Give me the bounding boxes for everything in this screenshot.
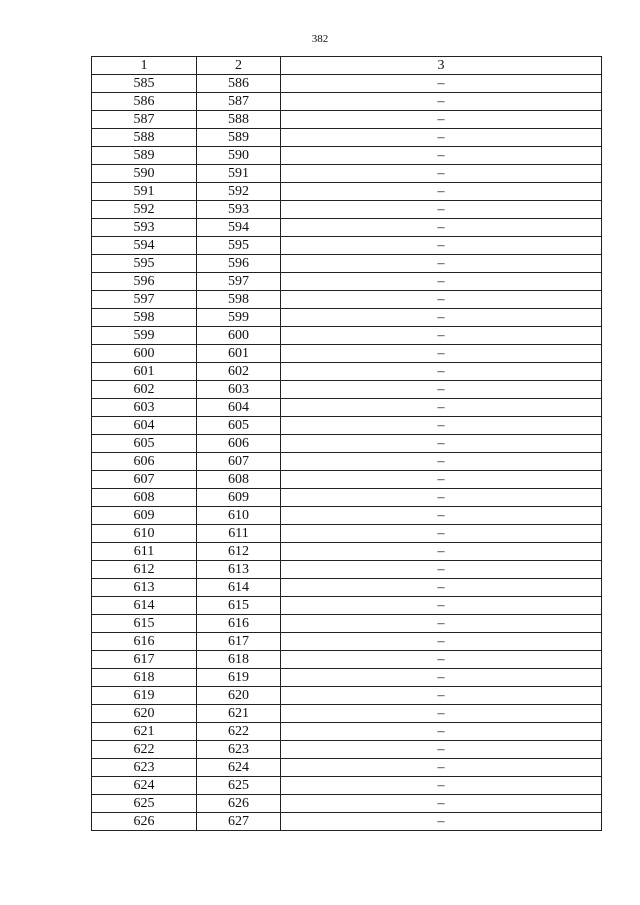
page-number: 382 [311, 33, 329, 45]
table-row [92, 471, 602, 489]
table-row [92, 525, 602, 543]
table-row [92, 399, 602, 417]
table-cell-col-3: – [281, 183, 602, 201]
table-cell-col-1: 603 [92, 399, 197, 417]
table-cell-col-3: – [281, 75, 602, 93]
data-table [91, 56, 602, 831]
table-cell-col-1: 589 [92, 147, 197, 165]
table-cell-col-2: 589 [197, 129, 281, 147]
table-cell-col-3: – [281, 471, 602, 489]
table-cell-col-2: 627 [197, 813, 281, 831]
table-cell-col-2: 591 [197, 165, 281, 183]
table-cell-col-2: 618 [197, 651, 281, 669]
table-cell-col-1: 619 [92, 687, 197, 705]
table-cell-col-3: – [281, 291, 602, 309]
table-row [92, 777, 602, 795]
table-cell-col-3: – [281, 705, 602, 723]
table-cell-col-3: – [281, 381, 602, 399]
table-cell-col-3: – [281, 543, 602, 561]
table-row [92, 273, 602, 291]
table-cell-col-2: 608 [197, 471, 281, 489]
column-header-3: 3 [281, 57, 602, 75]
table-cell-col-1: 621 [92, 723, 197, 741]
table-cell-col-2: 614 [197, 579, 281, 597]
table-cell-col-2: 610 [197, 507, 281, 525]
table-cell-col-1: 625 [92, 795, 197, 813]
table-row [92, 687, 602, 705]
table-row [92, 489, 602, 507]
table-cell-col-2: 607 [197, 453, 281, 471]
table-row [92, 327, 602, 345]
table-cell-col-1: 600 [92, 345, 197, 363]
table-cell-col-3: – [281, 453, 602, 471]
table-cell-col-3: – [281, 525, 602, 543]
table-cell-col-3: – [281, 579, 602, 597]
table-cell-col-1: 616 [92, 633, 197, 651]
table-row [92, 633, 602, 651]
table-cell-col-2: 598 [197, 291, 281, 309]
table-row [92, 165, 602, 183]
table-cell-col-2: 600 [197, 327, 281, 345]
table-cell-col-3: – [281, 687, 602, 705]
table-cell-col-3: – [281, 777, 602, 795]
table-cell-col-2: 588 [197, 111, 281, 129]
table-cell-col-3: – [281, 741, 602, 759]
table-cell-col-2: 626 [197, 795, 281, 813]
table-cell-col-2: 620 [197, 687, 281, 705]
table-row [92, 381, 602, 399]
table-cell-col-3: – [281, 633, 602, 651]
table-cell-col-1: 605 [92, 435, 197, 453]
table-cell-col-1: 595 [92, 255, 197, 273]
table-cell-col-2: 617 [197, 633, 281, 651]
table-cell-col-2: 621 [197, 705, 281, 723]
table-cell-col-1: 590 [92, 165, 197, 183]
table-cell-col-1: 620 [92, 705, 197, 723]
table-row [92, 615, 602, 633]
table-cell-col-1: 615 [92, 615, 197, 633]
table-cell-col-2: 623 [197, 741, 281, 759]
table-cell-col-2: 601 [197, 345, 281, 363]
table-cell-col-1: 592 [92, 201, 197, 219]
table-cell-col-2: 587 [197, 93, 281, 111]
table-cell-col-2: 611 [197, 525, 281, 543]
table-row [92, 237, 602, 255]
column-header-2: 2 [197, 57, 281, 75]
table-cell-col-2: 604 [197, 399, 281, 417]
table-cell-col-3: – [281, 597, 602, 615]
table-row [92, 417, 602, 435]
table-row [92, 309, 602, 327]
table-row [92, 651, 602, 669]
table-cell-col-2: 595 [197, 237, 281, 255]
table-cell-col-2: 602 [197, 363, 281, 381]
table-cell-col-3: – [281, 327, 602, 345]
table-row [92, 543, 602, 561]
table-cell-col-3: – [281, 255, 602, 273]
table-cell-col-3: – [281, 219, 602, 237]
table-cell-col-1: 604 [92, 417, 197, 435]
table-cell-col-1: 626 [92, 813, 197, 831]
table-row [92, 147, 602, 165]
table-row [92, 579, 602, 597]
table-cell-col-1: 618 [92, 669, 197, 687]
table-body [92, 75, 602, 831]
table-cell-col-1: 597 [92, 291, 197, 309]
table-cell-col-3: – [281, 795, 602, 813]
table-cell-col-1: 611 [92, 543, 197, 561]
table-cell-col-2: 615 [197, 597, 281, 615]
table-cell-col-1: 608 [92, 489, 197, 507]
table-cell-col-1: 599 [92, 327, 197, 345]
table-cell-col-3: – [281, 201, 602, 219]
table-cell-col-3: – [281, 237, 602, 255]
table-cell-col-3: – [281, 435, 602, 453]
table-row [92, 435, 602, 453]
table-cell-col-3: – [281, 723, 602, 741]
table-row [92, 507, 602, 525]
table-cell-col-3: – [281, 615, 602, 633]
table-row [92, 201, 602, 219]
table-cell-col-1: 609 [92, 507, 197, 525]
table-cell-col-1: 585 [92, 75, 197, 93]
table-cell-col-3: – [281, 273, 602, 291]
table-cell-col-1: 593 [92, 219, 197, 237]
table-cell-col-2: 622 [197, 723, 281, 741]
table-row [92, 813, 602, 831]
table-cell-col-2: 606 [197, 435, 281, 453]
table-row [92, 561, 602, 579]
table-cell-col-1: 624 [92, 777, 197, 795]
table-cell-col-3: – [281, 561, 602, 579]
table-cell-col-1: 613 [92, 579, 197, 597]
table-row [92, 111, 602, 129]
table-row [92, 759, 602, 777]
table-row [92, 795, 602, 813]
table-row [92, 219, 602, 237]
table-row [92, 597, 602, 615]
table-cell-col-3: – [281, 669, 602, 687]
table-cell-col-3: – [281, 363, 602, 381]
table-cell-col-3: – [281, 129, 602, 147]
table-cell-col-1: 610 [92, 525, 197, 543]
table-cell-col-2: 592 [197, 183, 281, 201]
table-cell-col-2: 599 [197, 309, 281, 327]
table-cell-col-2: 616 [197, 615, 281, 633]
table-cell-col-1: 622 [92, 741, 197, 759]
table-cell-col-1: 588 [92, 129, 197, 147]
table-row [92, 129, 602, 147]
table-cell-col-1: 586 [92, 93, 197, 111]
table-row [92, 723, 602, 741]
table-cell-col-3: – [281, 93, 602, 111]
table-cell-col-3: – [281, 399, 602, 417]
table-cell-col-2: 619 [197, 669, 281, 687]
table-row [92, 183, 602, 201]
table-cell-col-3: – [281, 345, 602, 363]
header-row [92, 57, 602, 75]
table-row [92, 255, 602, 273]
table-cell-col-2: 597 [197, 273, 281, 291]
table-cell-col-1: 596 [92, 273, 197, 291]
table-cell-col-3: – [281, 651, 602, 669]
table-cell-col-2: 613 [197, 561, 281, 579]
table-cell-col-1: 598 [92, 309, 197, 327]
table-cell-col-3: – [281, 111, 602, 129]
table-row [92, 669, 602, 687]
table-cell-col-2: 609 [197, 489, 281, 507]
table-cell-col-2: 625 [197, 777, 281, 795]
table-cell-col-1: 606 [92, 453, 197, 471]
table-cell-col-3: – [281, 759, 602, 777]
table-cell-col-1: 594 [92, 237, 197, 255]
table-cell-col-3: – [281, 147, 602, 165]
table-cell-col-3: – [281, 309, 602, 327]
table-cell-col-2: 624 [197, 759, 281, 777]
table-cell-col-1: 617 [92, 651, 197, 669]
table-cell-col-3: – [281, 417, 602, 435]
table-header [92, 57, 602, 75]
table-cell-col-3: – [281, 813, 602, 831]
table-row [92, 291, 602, 309]
table-cell-col-2: 593 [197, 201, 281, 219]
table-cell-col-1: 607 [92, 471, 197, 489]
table-row [92, 453, 602, 471]
table-cell-col-1: 601 [92, 363, 197, 381]
table-cell-col-3: – [281, 507, 602, 525]
table-cell-col-1: 602 [92, 381, 197, 399]
table-cell-col-3: – [281, 489, 602, 507]
table-cell-col-2: 596 [197, 255, 281, 273]
table-cell-col-1: 587 [92, 111, 197, 129]
table-row [92, 93, 602, 111]
table-cell-col-1: 623 [92, 759, 197, 777]
table-cell-col-1: 591 [92, 183, 197, 201]
table-row [92, 363, 602, 381]
table-cell-col-3: – [281, 165, 602, 183]
table-row [92, 741, 602, 759]
table-cell-col-1: 614 [92, 597, 197, 615]
table-row [92, 345, 602, 363]
table-cell-col-2: 603 [197, 381, 281, 399]
table-cell-col-2: 612 [197, 543, 281, 561]
table-cell-col-2: 594 [197, 219, 281, 237]
table-cell-col-2: 586 [197, 75, 281, 93]
table-row [92, 75, 602, 93]
table-cell-col-2: 590 [197, 147, 281, 165]
table-cell-col-1: 612 [92, 561, 197, 579]
table-row [92, 705, 602, 723]
table-cell-col-2: 605 [197, 417, 281, 435]
column-header-1: 1 [92, 57, 197, 75]
